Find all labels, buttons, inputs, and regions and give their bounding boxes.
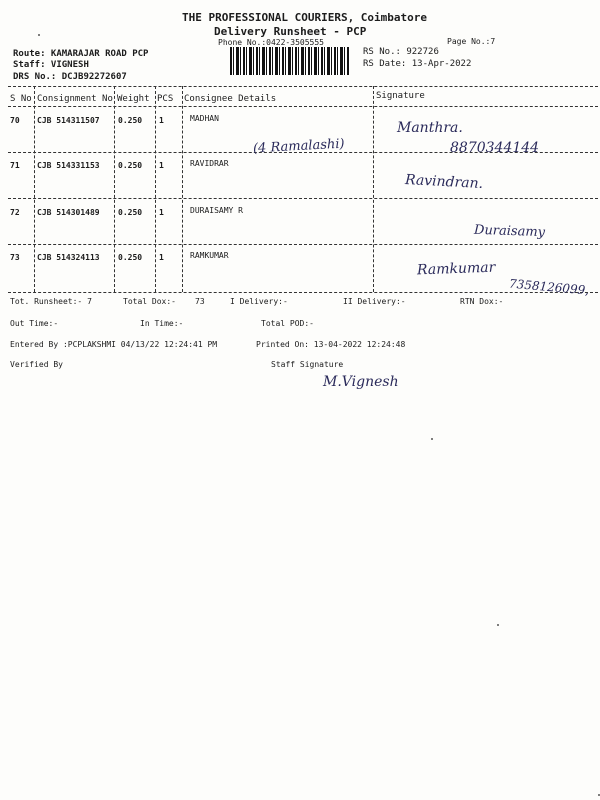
tot-runsheet: Tot. Runsheet:- 7 — [10, 297, 92, 306]
total-dox-label: Total Dox:- — [123, 297, 176, 306]
row-consignee: RAVIDRAR — [190, 159, 229, 168]
handwritten-signature: Manthra. — [397, 120, 463, 136]
row-consignment: CJB 514324113 — [37, 253, 100, 262]
column-divider — [34, 86, 35, 292]
row-weight: 0.250 — [118, 116, 143, 125]
column-header-sno: S No — [10, 94, 32, 104]
column-header-weight: Weight — [117, 94, 150, 104]
company-name: THE PROFESSIONAL COURIERS, Coimbatore — [182, 11, 428, 24]
row-consignee: MADHAN — [190, 114, 219, 123]
divider — [8, 292, 598, 293]
in-time: In Time:- — [140, 319, 184, 328]
row-sno: 70 — [10, 116, 20, 125]
divider — [8, 244, 598, 245]
row-consignment: CJB 514301489 — [37, 208, 100, 217]
document-title: Delivery Runsheet - PCP — [214, 25, 367, 38]
verified-by: Verified By — [10, 360, 63, 369]
handwritten-phone: 8870344144 — [450, 140, 540, 156]
scan-speck — [497, 624, 499, 626]
out-time: Out Time:- — [10, 319, 59, 328]
row-sno: 72 — [10, 208, 20, 217]
phone-number: Phone No.:0422-3505555 — [218, 38, 324, 47]
row-consignment: CJB 514331153 — [37, 161, 100, 170]
scan-speck — [38, 34, 40, 36]
column-divider — [182, 86, 183, 292]
route: Route: KAMARAJAR ROAD PCP — [13, 49, 149, 59]
divider — [8, 198, 598, 199]
row-sno: 71 — [10, 161, 20, 170]
column-header-signature: Signature — [376, 91, 425, 101]
row-consignment: CJB 514311507 — [37, 116, 100, 125]
divider — [8, 106, 598, 107]
page-number: Page No.:7 — [447, 37, 496, 46]
rs-date: RS Date: 13-Apr-2022 — [363, 59, 472, 69]
total-dox-value: 73 — [195, 297, 205, 306]
handwritten-phone: 7358126099, — [508, 276, 590, 298]
row-sno: 73 — [10, 253, 20, 262]
row-weight: 0.250 — [118, 253, 143, 262]
row-consignee: RAMKUMAR — [190, 251, 229, 260]
column-header-consignee: Consignee Details — [184, 94, 277, 104]
ii-delivery: II Delivery:- — [343, 297, 406, 306]
row-pcs: 1 — [159, 208, 164, 217]
column-divider — [373, 86, 374, 292]
staff-signature-label: Staff Signature — [271, 360, 344, 369]
handwritten-signature: Ramkumar — [416, 259, 496, 279]
divider — [8, 86, 598, 87]
handwritten-note: (4 Ramalashi) — [252, 136, 345, 157]
handwritten-signature: Duraisamy — [473, 222, 546, 241]
column-header-consignment: Consignment No — [37, 94, 113, 104]
row-pcs: 1 — [159, 253, 164, 262]
handwritten-signature: Ravindran. — [404, 171, 484, 193]
barcode-image — [230, 47, 350, 75]
staff-signature: M.Vignesh — [323, 374, 399, 390]
row-pcs: 1 — [159, 116, 164, 125]
entered-by: Entered By :PCPLAKSHMI 04/13/22 12:24:41 PM — [10, 340, 218, 349]
column-divider — [114, 86, 115, 292]
rtn-dox: RTN Dox:- — [460, 297, 504, 306]
row-weight: 0.250 — [118, 208, 143, 217]
row-weight: 0.250 — [118, 161, 143, 170]
staff-name: Staff: VIGNESH — [13, 60, 89, 70]
column-divider — [155, 86, 156, 292]
i-delivery: I Delivery:- — [230, 297, 288, 306]
rs-number: RS No.: 922726 — [363, 47, 439, 57]
row-consignee: DURAISAMY R — [190, 206, 243, 215]
printed-on: Printed On: 13-04-2022 12:24:48 — [256, 340, 406, 349]
row-pcs: 1 — [159, 161, 164, 170]
total-pod: Total POD:- — [261, 319, 314, 328]
scan-speck — [431, 438, 433, 440]
drs-number: DRS No.: DCJB92272607 — [13, 72, 127, 82]
column-header-pcs: PCS — [157, 94, 174, 104]
